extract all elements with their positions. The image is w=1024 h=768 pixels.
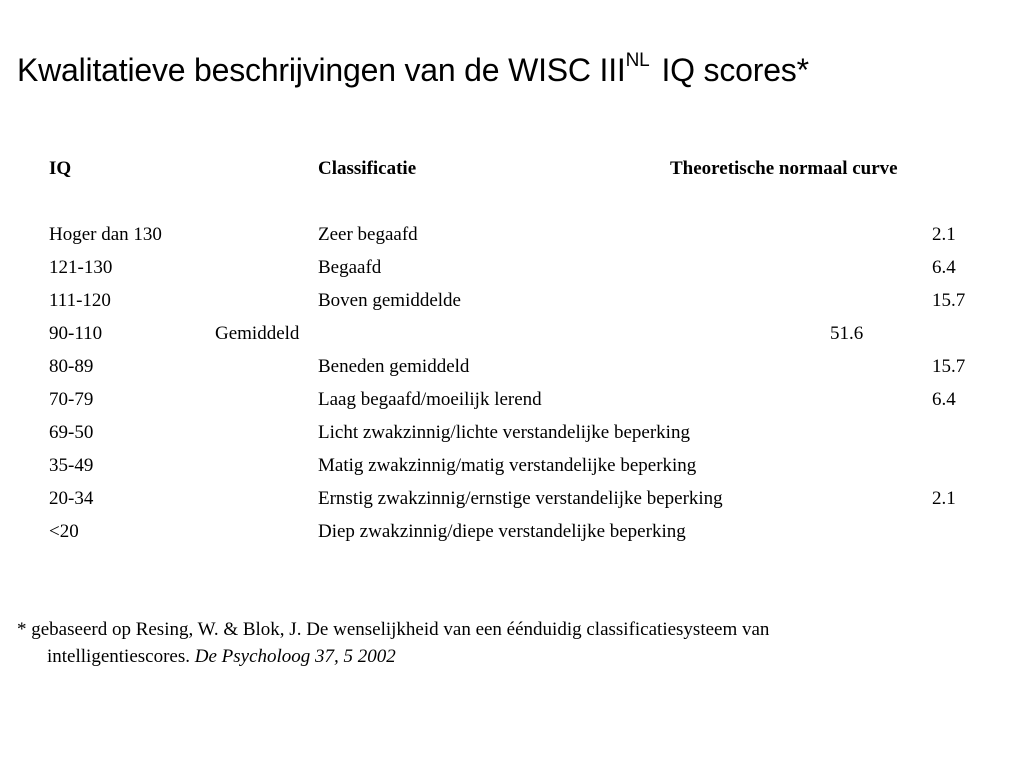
header-iq: IQ [49,158,72,179]
row-classification: Begaafd [318,257,382,278]
row-percentage: 6.4 [932,389,956,410]
row-iq: Hoger dan 130 [49,224,162,245]
row-iq: <20 [49,521,79,542]
row-iq: 90-110 [49,323,103,344]
row-iq: 80-89 [49,356,94,377]
footnote-line1: * gebaseerd op Resing, W. & Blok, J. De wenselijkheid van een éénduidig classificatiesysteem van [17,619,770,640]
row-classification: Beneden gemiddeld [318,356,470,377]
row-classification: Matig zwakzinnig/matig verstandelijke beperking [318,455,697,476]
row-iq: 35-49 [49,455,94,476]
row-classification: Laag begaafd/moeilijk lerend [318,389,542,410]
row-iq: 121-130 [49,257,113,278]
row-iq: 70-79 [49,389,94,410]
title-main: Kwalitatieve beschrijvingen van de WISC III [17,52,626,88]
row-iq: 111-120 [49,290,111,311]
row-classification: Diep zwakzinnig/diepe verstandelijke beperking [318,521,686,542]
footnote-citation: intelligentiescores. [47,646,190,667]
row-iq: 20-34 [49,488,94,509]
row-percentage: 51.6 [830,323,864,344]
footnote-line2 [17,643,977,670]
footnote-journal: De Psycholoog 37, 5 2002 [194,646,396,667]
row-classification: Ernstig zwakzinnig/ernstige verstandelijke beperking [318,488,723,509]
slide-title [17,50,809,90]
header-normal-curve: Theoretische normaal curve [670,158,898,179]
row-classification: Boven gemiddelde [318,290,461,311]
title-superscript: NL [625,50,650,72]
row-percentage: 2.1 [932,224,956,245]
title-suffix: IQ scores* [661,52,809,88]
row-classification: Licht zwakzinnig/lichte verstandelijke beperking [318,422,690,443]
row-percentage: 2.1 [932,488,956,509]
header-classification: Classificatie [318,158,417,179]
row-classification: Zeer begaafd [318,224,418,245]
footnote [17,616,977,670]
row-iq: 69-50 [49,422,94,443]
row-percentage: 15.7 [932,290,966,311]
row-percentage: 6.4 [932,257,956,278]
row-classification: Gemiddeld [215,323,300,344]
row-percentage: 15.7 [932,356,966,377]
